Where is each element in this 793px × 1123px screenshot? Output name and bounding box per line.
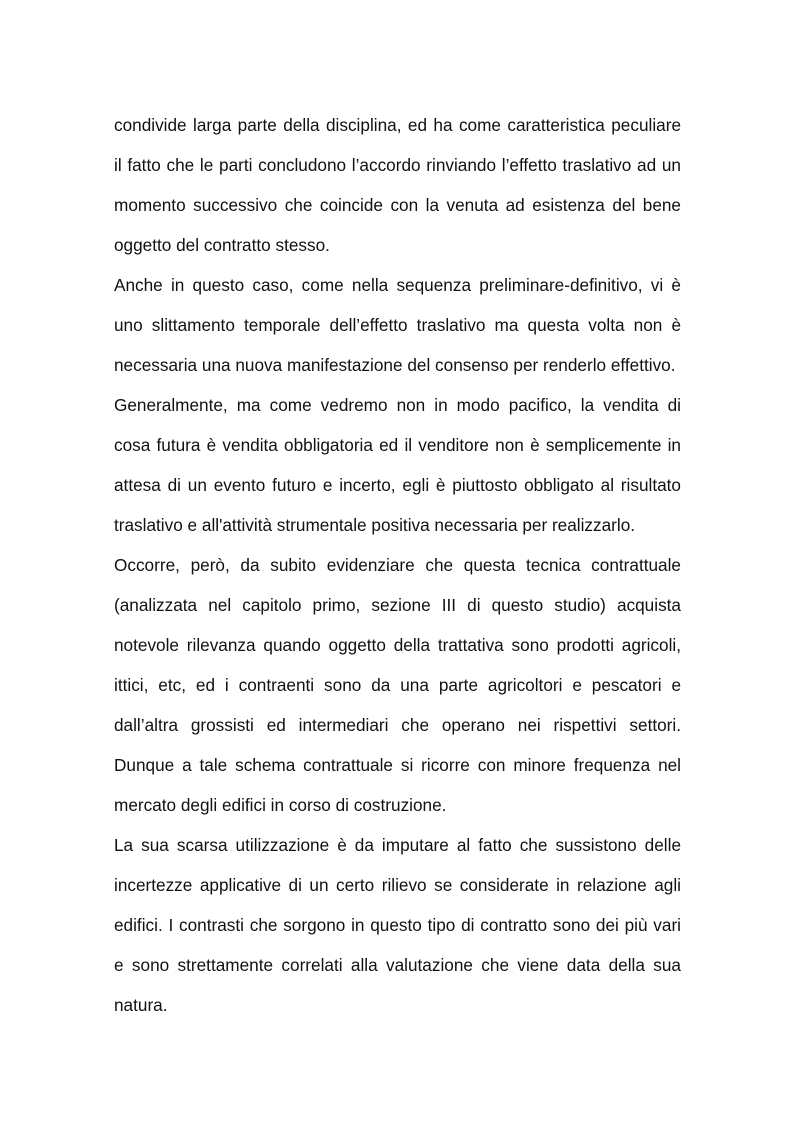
text-line: natura. xyxy=(114,995,168,1015)
text-line: traslativo e all'attività strumentale positiva necessaria per realizzarlo. xyxy=(114,515,636,535)
text-line: La sua scarsa utilizzazione è da imputare al fatto che sussistono delle xyxy=(114,835,681,855)
text-line: Dunque a tale schema contrattuale si ricorre con minore frequenza nel xyxy=(114,755,681,775)
text-line: notevole rilevanza quando oggetto della trattativa sono prodotti agricoli, xyxy=(114,635,681,655)
text-line: mercato degli edifici in corso di costruzione. xyxy=(114,795,447,815)
text-line: attesa di un evento futuro e incerto, egli è piuttosto obbligato al risultato xyxy=(114,475,681,495)
text-line: uno slittamento temporale dell’effetto traslativo ma questa volta non è xyxy=(114,315,681,335)
text-line: Generalmente, ma come vedremo non in modo pacifico, la vendita di xyxy=(114,395,681,415)
text-line: il fatto che le parti concludono l’accordo rinviando l’effetto traslativo ad un xyxy=(114,155,681,175)
text-line: ittici, etc, ed i contraenti sono da una parte agricoltori e pescatori e xyxy=(114,675,681,695)
text-line: momento successivo che coincide con la venuta ad esistenza del bene xyxy=(114,195,681,215)
text-line: e sono strettamente correlati alla valutazione che viene data della sua xyxy=(114,955,681,975)
text-line: cosa futura è vendita obbligatoria ed il venditore non è semplicemente in xyxy=(114,435,681,455)
text-line: Occorre, però, da subito evidenziare che questa tecnica contrattuale xyxy=(114,555,681,575)
text-line: condivide larga parte della disciplina, ed ha come caratteristica peculiare xyxy=(114,115,681,135)
text-line: edifici. I contrasti che sorgono in questo tipo di contratto sono dei più vari xyxy=(114,915,681,935)
text-line: incertezze applicative di un certo rilievo se considerate in relazione agli xyxy=(114,875,681,895)
body-text xyxy=(114,110,681,1030)
text-line: dall’altra grossisti ed intermediari che operano nei rispettivi settori. xyxy=(114,715,681,735)
text-line: oggetto del contratto stesso. xyxy=(114,235,330,255)
text-line: (analizzata nel capitolo primo, sezione III di questo studio) acquista xyxy=(114,595,681,615)
text-line: necessaria una nuova manifestazione del consenso per renderlo effettivo. xyxy=(114,355,676,375)
text-line: Anche in questo caso, come nella sequenza preliminare-definitivo, vi è xyxy=(114,275,681,295)
